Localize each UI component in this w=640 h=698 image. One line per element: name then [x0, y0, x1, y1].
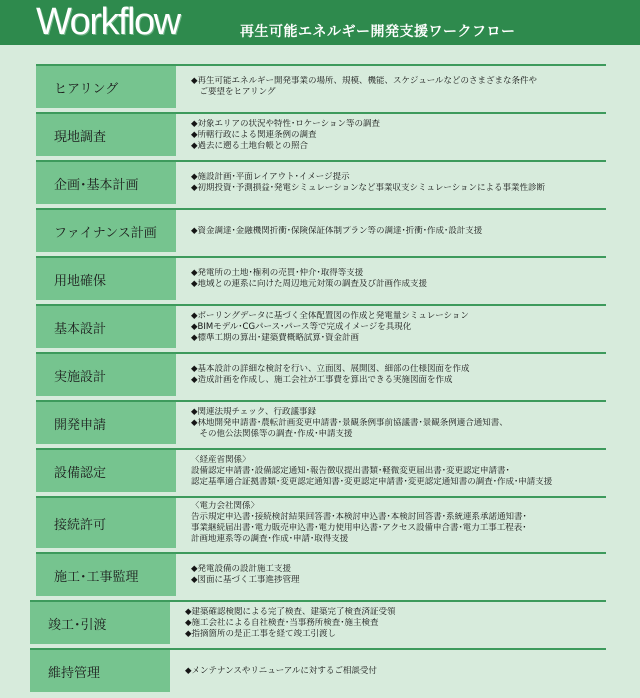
step-description — [185, 650, 606, 692]
step-label: 基本設計 — [54, 321, 107, 337]
step-description-line: ◆造成計画を作成し、施工会社が工事費を算出できる実施図面を作成 — [191, 375, 453, 385]
step-description-line: 〈経産省関係〉 — [191, 454, 251, 465]
workflow-step — [36, 552, 606, 600]
step-description — [191, 258, 606, 300]
step-description — [191, 114, 606, 156]
workflow-step — [36, 448, 606, 496]
step-label-box — [36, 66, 176, 108]
step-description-line: ◆ボーリングデータに基づく全体配置図の作成と発電量シミュレーション — [191, 310, 469, 321]
step-description-line: ◆図面に基づく工事進捗管理 — [191, 575, 300, 585]
workflow-step — [36, 256, 606, 304]
step-label-box — [30, 650, 170, 692]
workflow-step — [36, 352, 606, 400]
step-label: 用地確保 — [54, 273, 107, 289]
step-description — [191, 554, 606, 596]
step-description-line: ◆関連法規チェック、行政議事録 — [191, 406, 316, 417]
step-description-line: ◆対象エリアの状況や特性･ロケーション等の調査 — [191, 118, 380, 129]
step-description-line: ◆施工会社による自社検査･当事務所検査･施主検査 — [185, 617, 379, 628]
step-label-box — [30, 602, 170, 644]
step-label: 現地調査 — [54, 129, 107, 145]
step-description — [191, 354, 606, 396]
step-description-line: ◆標準工期の算出･建築費概略試算･資金計画 — [191, 332, 360, 343]
step-label: ヒアリング — [54, 81, 119, 97]
workflow-step — [36, 208, 606, 256]
step-label: 実施設計 — [54, 369, 107, 385]
workflow-step — [36, 112, 606, 160]
workflow-step — [30, 600, 606, 648]
workflow-step — [36, 400, 606, 448]
step-label-box — [36, 210, 176, 252]
step-label: 接続許可 — [54, 517, 107, 533]
step-description-line: ◆過去に遡る土地台帳との照合 — [191, 140, 309, 151]
step-description-line: ◆BIMモデル･CGパース･パース等で完成イメージを具現化 — [191, 321, 412, 332]
step-description — [191, 402, 606, 444]
step-description-line: ◆建築確認検閲による完了検査、建築完了検査済証受領 — [185, 606, 396, 617]
step-description — [191, 306, 606, 348]
step-label: 維持管理 — [48, 665, 101, 681]
step-label-box — [36, 306, 176, 348]
step-description-line: 事業継続届出書･電力販売申込書･電力使用申込書･アクセス設備申合書･電力工事工程表･ — [191, 523, 527, 533]
step-description — [191, 162, 606, 204]
workflow-step — [30, 648, 606, 696]
step-description-line: ◆再生可能エネルギー開発事業の場所、規模、機能、スケジュールなどのさまざまな条件や — [191, 76, 538, 86]
step-description-line: ◆施設計画･平面レイアウト･イメージ提示 — [191, 172, 350, 182]
step-description-line: ◆発電所の土地･権利の売買･仲介･取得等支援 — [191, 268, 364, 278]
step-description-line: ◆地域との連系に向けた周辺地元対策の調査及び計画作成支援 — [191, 279, 428, 289]
workflow-step — [36, 496, 606, 552]
step-description-line: ◆基本設計の詳細な検討を行い、立面図、展開図、細部の仕様図面を作成 — [191, 364, 470, 374]
step-description-line: ご要望をヒアリング — [191, 87, 276, 97]
step-label: 企画･基本計画 — [54, 177, 139, 193]
step-description-line: ◆メンテナンスやリニューアルに対するご相談受付 — [185, 665, 377, 676]
step-label: 施工･工事監理 — [54, 569, 139, 585]
step-description-line: 設備認定申請書･設備認定通知･報告徴収提出書類･軽微変更届出書･変更認定申請書･ — [191, 465, 510, 476]
step-description — [185, 602, 606, 644]
step-description-line: ◆初期投資･予測損益･発電シミュレーションなど事業収支シミュレーションによる事業性診断 — [191, 183, 546, 193]
step-description-line: 認定基準適合証拠書類･変更認定通知書･変更認定申請書･変更認定通知書の調査･作成･申請支援 — [191, 476, 553, 487]
step-description-line: 計画地連系等の調査･作成･申請･取得支援 — [191, 534, 349, 544]
step-description-line: ◆資金調達･金融機関折衝･保険保証体制プラン等の調達･折衝･作成･設計支援 — [191, 225, 483, 236]
step-label: ファイナンス計画 — [54, 225, 157, 241]
workflow-logo: Workflow — [36, 1, 180, 43]
step-label-box — [36, 402, 176, 444]
workflow-step — [36, 304, 606, 352]
step-label: 開発申請 — [54, 417, 107, 433]
step-description-line: その他公法関係等の調査･作成･申請支援 — [191, 428, 353, 439]
step-label-box — [36, 162, 176, 204]
workflow-step — [36, 160, 606, 208]
step-label-box — [36, 450, 176, 492]
page-title: 再生可能エネルギー開発支援ワークフロー — [240, 24, 516, 40]
step-label-box — [36, 498, 176, 548]
step-label: 設備認定 — [54, 465, 107, 481]
step-description-line: ◆指摘箇所の是正工事を経て竣工引渡し — [185, 628, 337, 639]
step-description-line: ◆林地開発申請書･農転計画変更申請書･景観条例事前協議書･景観条例適合通知書、 — [191, 417, 508, 428]
workflow-panel — [0, 45, 640, 698]
step-description-line: ◆発電設備の設計施工支援 — [191, 564, 292, 574]
step-label-box — [36, 258, 176, 300]
step-label-box — [36, 114, 176, 156]
step-description — [191, 450, 606, 492]
step-label-box — [36, 554, 176, 596]
workflow-step — [36, 64, 606, 112]
header-bar — [0, 0, 640, 45]
step-description-line: 〈電力会社関係〉 — [191, 501, 260, 511]
step-label-box — [36, 354, 176, 396]
step-description-line: ◆所轄行政による関連条例の調査 — [191, 129, 317, 140]
step-description — [191, 498, 606, 548]
step-description — [191, 210, 606, 252]
step-description — [191, 66, 606, 108]
step-description-line: 告示規定申込書･接続検討結果回答書･本検討申込書･本検討回答書･系統連系承諾通知書･ — [191, 512, 527, 522]
step-label: 竣工･引渡 — [48, 617, 107, 633]
